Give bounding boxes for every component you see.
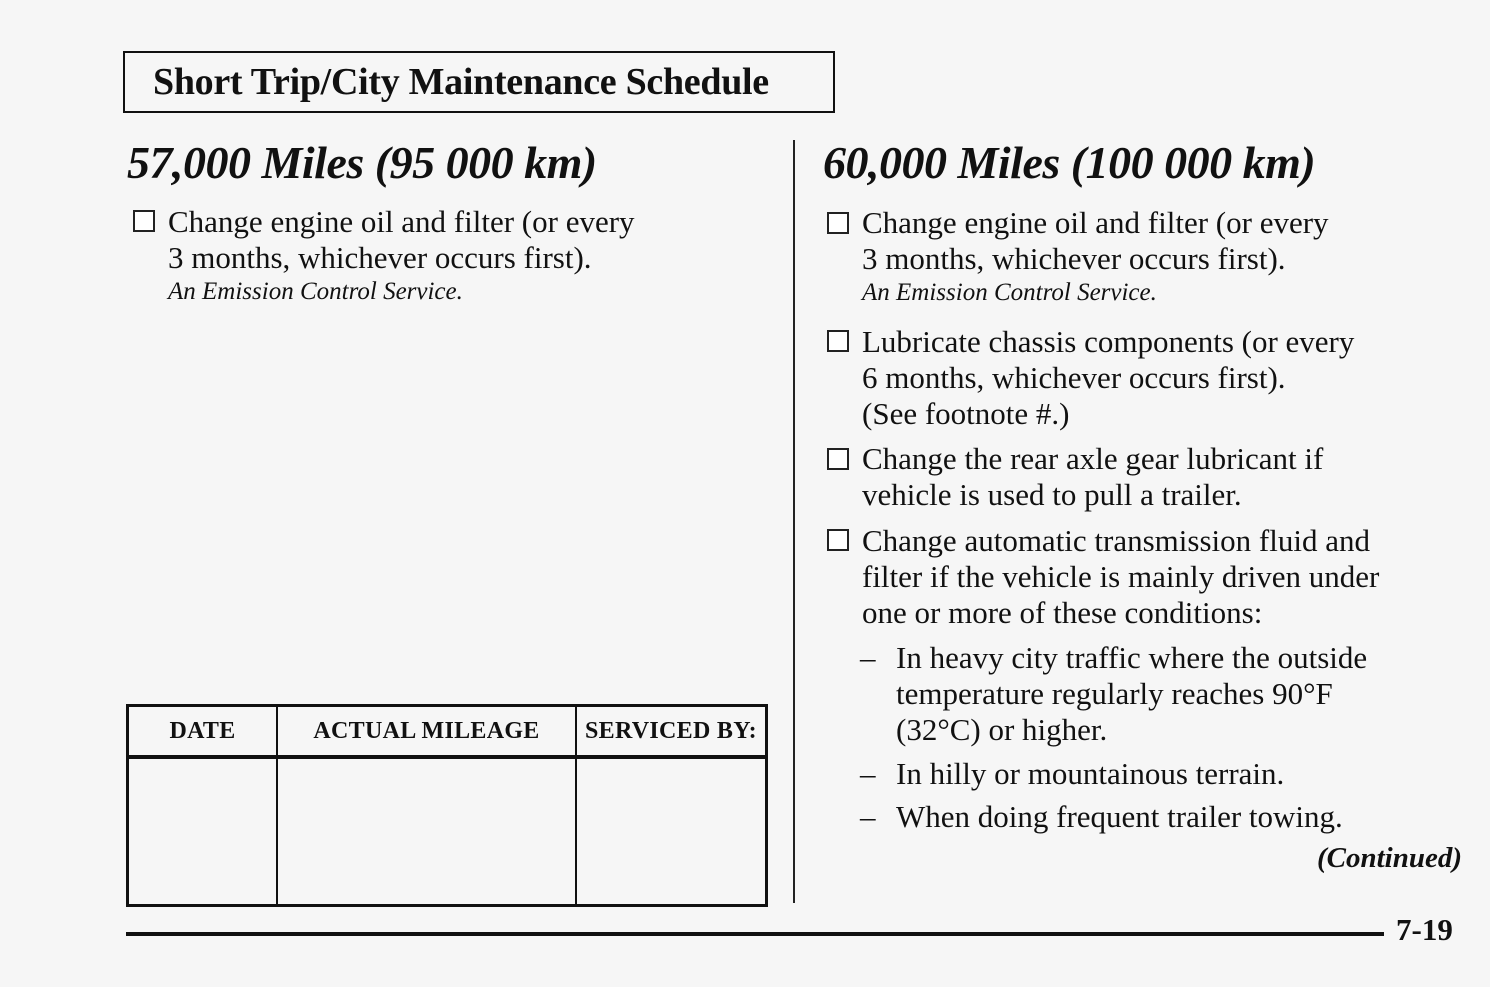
item-line: vehicle is used to pull a trailer. [862, 477, 1242, 512]
item-line: 3 months, whichever occurs first). [168, 240, 592, 275]
col-header-date: DATE [128, 706, 278, 758]
checkbox-right-chassis[interactable] [827, 330, 849, 352]
emission-note: An Emission Control Service. [168, 278, 463, 305]
right-item-oil-change [862, 205, 1329, 309]
condition-line: temperature regularly reaches 90°F [896, 676, 1333, 711]
page-title-box [123, 51, 835, 113]
continued-label: (Continued) [1316, 842, 1462, 874]
footer-rule [126, 932, 1384, 936]
emission-note: An Emission Control Service. [862, 279, 1157, 306]
condition-city-traffic [860, 640, 1368, 748]
page-title: Short Trip/City Maintenance Schedule [153, 61, 769, 103]
dash-bullet: – [860, 756, 876, 791]
checkbox-left-oil[interactable] [133, 210, 155, 232]
item-line: filter if the vehicle is mainly driven under [862, 559, 1380, 594]
right-item-transmission [862, 523, 1379, 631]
item-line: Change engine oil and filter (or every [168, 204, 635, 239]
left-mileage-heading: 57,000 Miles (95 000 km) [127, 137, 597, 188]
dash-bullet: – [860, 640, 876, 675]
dash-bullet: – [860, 799, 876, 834]
col-header-mileage: ACTUAL MILEAGE [277, 706, 576, 758]
item-line: Change automatic transmission fluid and [862, 523, 1370, 558]
condition-line: (32°C) or higher. [896, 712, 1108, 747]
right-mileage-heading: 60,000 Miles (100 000 km) [823, 137, 1316, 188]
mileage-entry-cell[interactable] [277, 757, 576, 906]
column-divider [793, 140, 795, 903]
serviced-by-entry-cell[interactable] [576, 757, 767, 906]
checkbox-right-axle[interactable] [827, 448, 849, 470]
right-item-lubricate-chassis [862, 324, 1354, 432]
item-line: 3 months, whichever occurs first). [862, 241, 1286, 276]
condition-hilly-terrain [860, 756, 1285, 792]
right-item-rear-axle [862, 441, 1323, 513]
checkbox-right-oil[interactable] [827, 212, 849, 234]
item-line: 6 months, whichever occurs first). [862, 360, 1286, 395]
page-number: 7-19 [1396, 912, 1453, 947]
condition-line: In hilly or mountainous terrain. [896, 756, 1285, 791]
item-line: Change engine oil and filter (or every [862, 205, 1329, 240]
left-item-oil-change [168, 204, 635, 308]
condition-line: When doing frequent trailer towing. [896, 799, 1343, 834]
checkbox-right-transmission[interactable] [827, 529, 849, 551]
condition-line: In heavy city traffic where the outside [896, 640, 1368, 675]
item-line: Lubricate chassis components (or every [862, 324, 1355, 359]
item-line: one or more of these conditions: [862, 595, 1263, 630]
service-record-table [126, 704, 768, 907]
condition-trailer-towing [860, 799, 1343, 835]
item-line: (See footnote #.) [862, 396, 1070, 431]
item-line: Change the rear axle gear lubricant if [862, 441, 1324, 476]
date-entry-cell[interactable] [128, 757, 278, 906]
col-header-serviced-by: SERVICED BY: [576, 706, 767, 758]
